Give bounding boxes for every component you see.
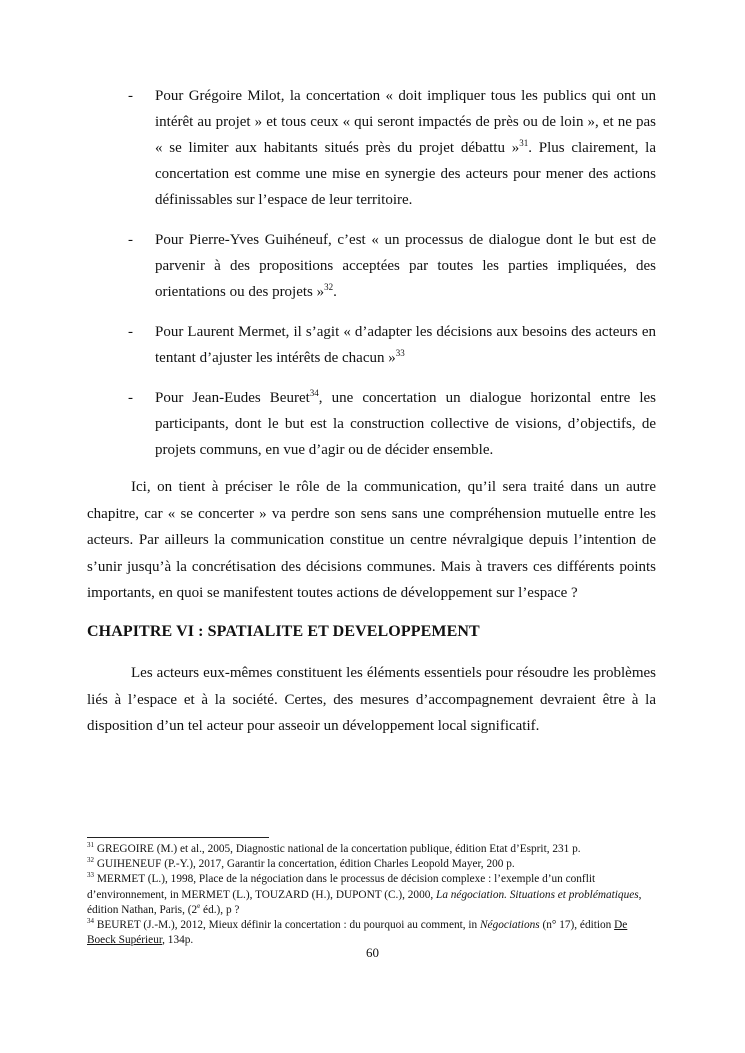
list-item [0, 83, 745, 213]
body-paragraph-actors: Les acteurs eux-mêmes constituent les éléments essentiels pour résoudre les problèmes liés à l’espace et à la société. Certes, des mesures d’accompagnement devraient être à la disposition d’un tel acteur pour asseoir un développement local significatif. [87, 665, 656, 734]
footnote-34: $^{34}$ BEURET (J.-M.), 2012, Mieux définir la concertation : du pourquoi au comment, in Négociations (n° 17), édition De Boeck Supérieur, 134p. [87, 917, 628, 947]
list-item-text: Pour Jean-Eudes Beuret$^{34}$, une concertation un dialogue horizontal entre les participants, dont le but est la construction collective de visions, d’objectifs, de projets communs, en vue d’agir ou de décider ensemble. [155, 388, 656, 458]
footnote-ref: 34 [309, 388, 319, 398]
list-item [0, 227, 745, 305]
list-item-text: Pour Pierre-Yves Guihéneuf, c’est « un processus de dialogue dont le but est de parvenir à des propositions acceptées par toutes les parties impliquées, des orientations ou des projets »$^{32}$. [155, 232, 656, 300]
footnote-33: $^{33}$ MERMET (L.), 1998, Place de la négociation dans le processus de décision complexe : l’exemple d’un conflit d’environnement, in MERMET (L.), TOUZARD (H.), DUPONT (C.), 2000, La négociation. Situations et problématiques, édition Nathan, Paris, (2e éd.), p ? [87, 871, 642, 916]
definitions-list [0, 83, 745, 477]
footnote-ref: 31 [519, 138, 529, 148]
footnote-31: $^{31}$ GREGOIRE (M.) et al., 2005, Diagnostic national de la concertation publique, édition Etat d’Esprit, 231 p. [87, 841, 581, 855]
footnotes [87, 842, 657, 948]
publisher-link[interactable]: De Boeck Supérieur [87, 919, 628, 947]
list-item-text: Pour Grégoire Milot, la concertation « doit impliquer tous les publics qui ont un intérêt au projet » et tous ceux « qui seront impactés de près ou de loin », et ne pas « se limiter aux habitants situés près du projet débattu »$^{31}$. Plus clairement, la concertation est comme une mise en synergie des acteurs pour mener des actions définissables sur l’espace de leur territoire. [155, 88, 656, 208]
list-item-text: Pour Laurent Mermet, il s’agit « d’adapter les décisions aux besoins des acteurs en tentant d’ajuster les intérêts de chacun »$^{33}$ [155, 324, 656, 366]
list-item [0, 319, 745, 371]
list-bullet: - [128, 324, 133, 340]
list-item [0, 385, 745, 463]
list-bullet: - [128, 232, 133, 248]
footnote-ref: 32 [324, 282, 334, 292]
list-bullet: - [128, 88, 133, 104]
footnote-separator [87, 837, 269, 838]
body-paragraph-communication: Ici, on tient à préciser le rôle de la communication, qu’il sera traité dans un autre chapitre, car « se concerter » va perdre son sens sans une compréhension mutuelle entre les acteurs. Par ailleurs la communication constitue un centre névralgique depuis l’intention de s’unir jusqu’à la concrétisation des décisions communes. Mais à travers ces différents points importants, en quoi se manifestent toutes actions de développement sur l’espace ? [87, 479, 656, 601]
page-number: 60 [366, 945, 379, 960]
footnote-32: $^{32}$ GUIHENEUF (P.-Y.), 2017, Garantir la concertation, édition Charles Leopold Mayer, 200 p. [87, 856, 515, 871]
footnote-ref: 33 [395, 348, 405, 358]
list-bullet: - [128, 390, 133, 406]
chapter-heading: CHAPITRE VI : SPATIALITE ET DEVELOPPEMENT [87, 623, 480, 640]
